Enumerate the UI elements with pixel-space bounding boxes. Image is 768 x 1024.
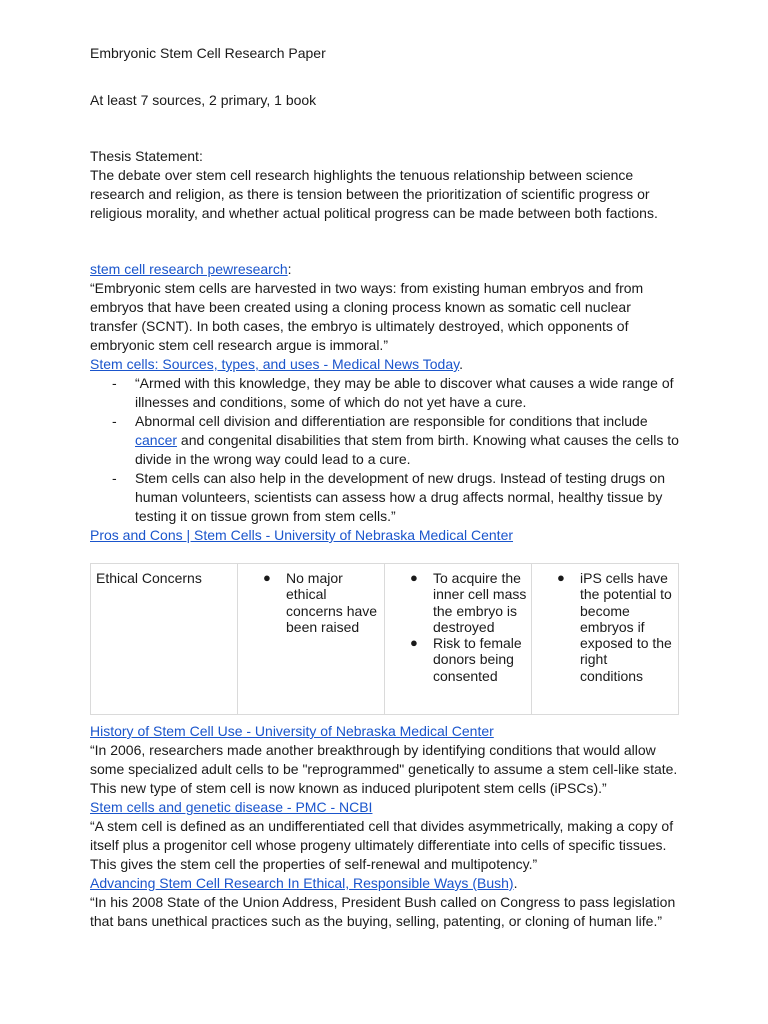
ethics-cell-col3 — [385, 564, 532, 715]
thesis-section — [90, 147, 680, 223]
bullet-text: No major ethical concerns have been raised — [286, 570, 378, 635]
list-item — [90, 412, 680, 469]
mnt-quote-list — [90, 374, 680, 526]
mnt-source-suffix: . — [459, 356, 463, 372]
list-item — [90, 374, 680, 412]
ethics-cell-col2 — [238, 564, 385, 715]
sources-section — [90, 260, 680, 545]
dash-marker: - — [112, 470, 117, 486]
bullet-text: iPS cells have the potential to become embryos if exposed to the right conditions — [580, 570, 672, 684]
list-item — [389, 570, 527, 635]
mnt-bullet-text: Stem cells can also help in the development of new drugs. Instead of testing drugs on human volunteers, scientists can assess how a drug affects normal, healthy tissue by testing it on tissue grown from stem cells.” — [135, 470, 665, 524]
unmc-history-link[interactable]: History of Stem Cell Use - University of Nebraska Medical Center — [90, 723, 494, 739]
pew-quote: “Embryonic stem cells are harvested in two ways: from existing human embryos and from embryos that have been created using a cloning process known as somatic cell nuclear transfer (SCNT). In both cases, the embryo is ultimately destroyed, which opponents of embryonic stem cell research argue is immoral.” — [90, 280, 644, 353]
mnt-bullet-text-after: and congenital disabilities that stem from birth. Knowing what causes the cells to divide in the wrong way could lead to a cure. — [135, 432, 679, 467]
bullet-marker: ● — [410, 570, 418, 585]
bush-quote: “In his 2008 State of the Union Address, President Bush called on Congress to pass legislation that bans unethical practices such as the buying, selling, patenting, or cloning of human life.” — [90, 894, 676, 929]
bullet-marker: ● — [263, 570, 271, 585]
mnt-bullet-text-before: Abnormal cell division and differentiation are responsible for conditions that include — [135, 413, 648, 429]
source-requirements: At least 7 sources, 2 primary, 1 book — [90, 92, 317, 108]
dash-marker: - — [112, 413, 117, 429]
unmc-history-heading — [90, 722, 680, 741]
mnt-bullet-text: “Armed with this knowledge, they may be able to discover what causes a wide range of illnesses and conditions, some of which do not yet have a cure. — [135, 375, 674, 410]
dash-marker: - — [112, 375, 117, 391]
ethics-row-label: Ethical Concerns — [91, 564, 238, 715]
table-row — [91, 564, 679, 715]
pew-source-suffix: : — [287, 261, 292, 277]
bullet-text: Risk to female donors being consented — [433, 635, 522, 684]
pew-source-heading — [90, 260, 680, 279]
bush-link[interactable]: Advancing Stem Cell Research In Ethical, Responsible Ways (Bush) — [90, 875, 514, 891]
mnt-source-link[interactable]: Stem cells: Sources, types, and uses - Medical News Today — [90, 356, 460, 372]
pmc-link[interactable]: Stem cells and genetic disease - PMC - NCBI — [90, 799, 373, 815]
unmc-pros-cons-heading — [90, 526, 680, 545]
bush-suffix: . — [513, 875, 518, 891]
bush-heading — [90, 874, 680, 893]
pmc-heading — [90, 798, 680, 817]
bullet-marker: ● — [410, 635, 418, 651]
mnt-source-heading — [90, 355, 680, 374]
list-item — [389, 635, 527, 684]
ethics-table — [90, 563, 679, 715]
cancer-link[interactable]: cancer — [135, 432, 178, 448]
list-item — [536, 570, 674, 684]
unmc-pros-cons-link[interactable]: Pros and Cons | Stem Cells - University of Nebraska Medical Center — [90, 527, 514, 543]
bullet-text: To acquire the inner cell mass the embryo is destroyed — [433, 570, 527, 635]
thesis-text: The debate over stem cell research highlights the tenuous relationship between science research and religion, as there is tension between the prioritization of scientific progress or religious morality, and whether actual political progress can be made between both factions. — [90, 167, 658, 221]
list-item — [90, 469, 680, 526]
document-title: Embryonic Stem Cell Research Paper — [90, 45, 326, 61]
pmc-quote: “A stem cell is defined as an undifferentiated cell that divides asymmetrically, making a copy of itself plus a progenitor cell whose progeny ultimately differentiate into cells of specific tissues. This gives the stem cell the properties of self-renewal and multipotency.” — [90, 818, 674, 872]
list-item — [242, 570, 380, 635]
more-sources-section — [90, 722, 680, 931]
bullet-marker: ● — [557, 570, 565, 585]
ethics-cell-col4 — [532, 564, 679, 715]
unmc-history-quote: “In 2006, researchers made another breakthrough by identifying conditions that would allow some specialized adult cells to be "reprogrammed" genetically to assume a stem cell-like state. This new type of stem cell is now known as induced pluripotent stem cells (iPSCs).” — [90, 742, 678, 796]
thesis-label: Thesis Statement: — [90, 148, 203, 164]
pew-source-link[interactable]: stem cell research pewresearch — [90, 261, 288, 277]
